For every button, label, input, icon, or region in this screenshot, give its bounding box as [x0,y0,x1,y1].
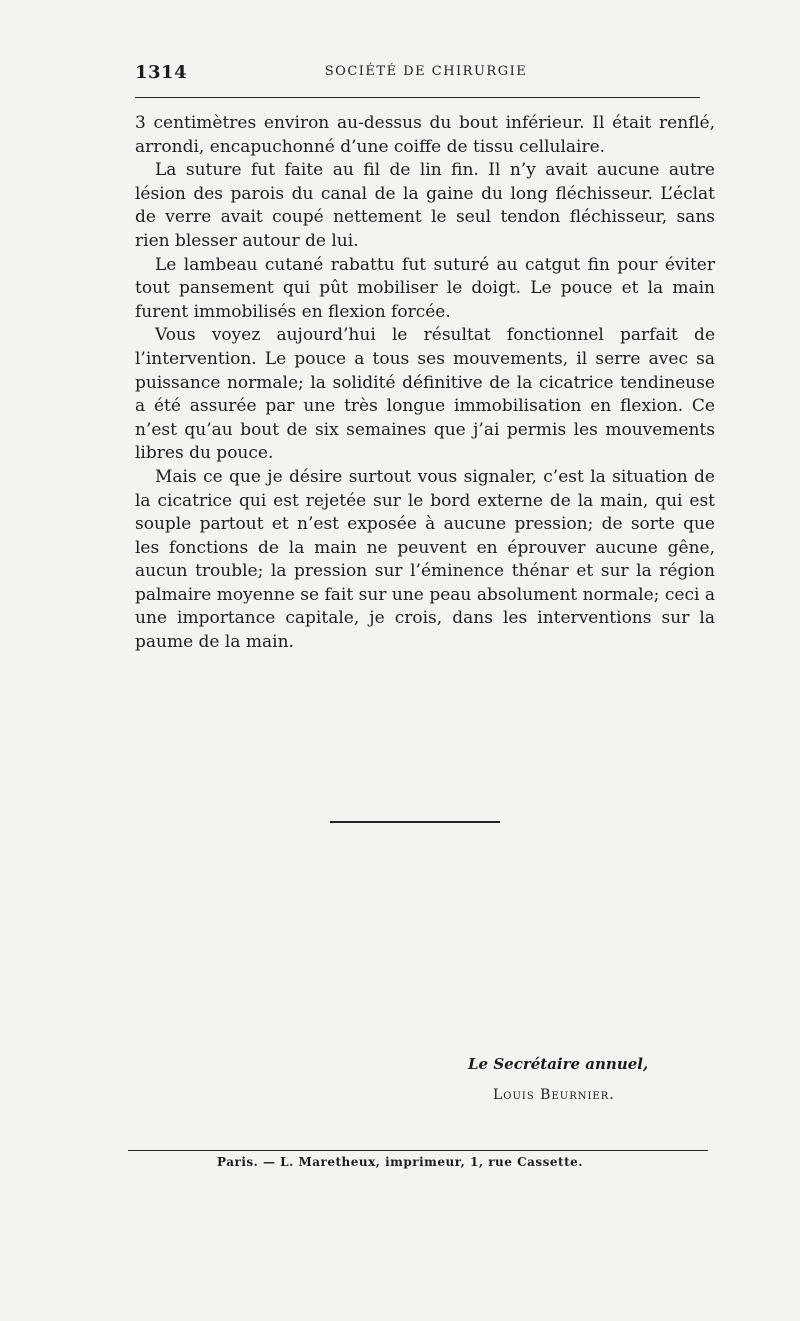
running-title-container [0,64,800,79]
signature-title: Le Secrétaire annuel, [468,1055,649,1073]
section-end-divider [330,821,500,823]
running-title: SOCIÉTÉ DE CHIRURGIE [324,64,528,79]
paragraph: Le lambeau cutané rabattu fut suturé au catgut fin pour éviter tout pansement qui pût mobiliser le doigt. Le pouce et la main furent immobilisés en flexion forcée. [135,254,715,322]
page-number: 1314 [135,62,188,83]
body-text [135,112,715,655]
paragraph: Vous voyez aujourd’hui le résultat fonctionnel parfait de l’intervention. Le pouce a tous ses mouvements, il serre avec sa puissance normale; la solidité définitive de la cicatrice tendineuse a été assurée par une très longue immobilisation en flexion. Ce n’est qu’au bout de six semaines que j’ai permis les mouvements libres du pouce. [135,325,715,464]
paragraph: La suture fut faite au fil de lin fin. Il n’y avait aucune autre lésion des parois du canal de la gaine du long fléchisseur. L’éclat de verre avait coupé nettement le seul tendon fléchisseur, sans rien blesser autour de lui. [135,160,715,251]
signature-name: Louis Beurnier. [493,1087,615,1103]
printer-imprint: Paris. — L. Maretheux, imprimeur, 1, rue Cassette. [217,1155,583,1169]
paragraph: Mais ce que je désire surtout vous signaler, c’est la situation de la cicatrice qui est rejetée sur le bord externe de la main, qui est souple partout et n’est exposée à aucune pression; de sorte que les fonctions de la main ne peuvent en éprouver aucune gêne, aucun trouble; la pression sur l’éminence thénar et sur la région palmaire moyenne se fait sur une peau absolument normale; ceci a une importance capitale, je crois, dans les interventions sur la paume de la main. [135,466,715,653]
paragraph: 3 centimètres environ au-dessus du bout inférieur. Il était renflé, arrondi, encapuchonné d’une coiffe de tissu cellulaire. [135,113,715,157]
footer-divider [128,1150,708,1151]
header-divider [135,97,700,98]
